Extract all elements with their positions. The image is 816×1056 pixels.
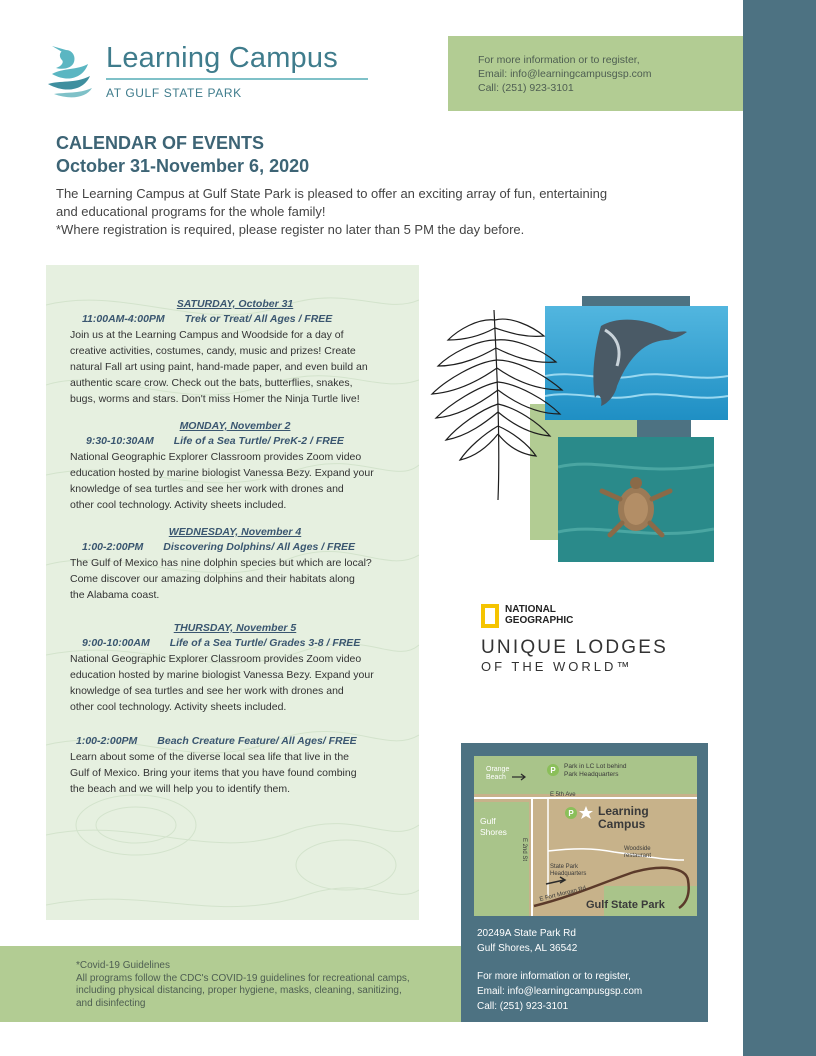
natgeo-tagline-sub: OF THE WORLD™ bbox=[481, 659, 633, 674]
natgeo-name-line: GEOGRAPHIC bbox=[505, 615, 574, 626]
map-label: Park in LC Lot behind bbox=[564, 763, 627, 770]
event-desc-line: other cool technology. Activity sheets included. bbox=[70, 499, 287, 511]
bottom-contact-block bbox=[477, 969, 642, 1014]
top-contact-email[interactable]: Email: info@learningcampusgsp.com bbox=[478, 68, 652, 80]
covid-line: including physical distancing, proper hygiene, masks, cleaning, sanitizing, bbox=[76, 985, 402, 996]
event-item bbox=[70, 525, 419, 603]
events-panel bbox=[46, 265, 419, 920]
page-title: CALENDAR OF EVENTS bbox=[56, 133, 265, 153]
event-item bbox=[70, 621, 419, 715]
event-desc-line: the Alabama coast. bbox=[70, 589, 160, 601]
logo-subtitle: AT GULF STATE PARK bbox=[106, 86, 242, 100]
event-time: 9:00-10:00AM bbox=[82, 637, 150, 649]
sea-turtle-photo bbox=[558, 437, 714, 562]
event-description bbox=[70, 651, 419, 715]
event-description bbox=[70, 327, 419, 407]
intro-line: The Learning Campus at Gulf State Park is pleased to offer an exciting array of fun, entertaining bbox=[56, 186, 608, 201]
intro-paragraph bbox=[56, 185, 736, 239]
event-desc-line: National Geographic Explorer Classroom provides Zoom video bbox=[70, 653, 362, 665]
event-header bbox=[70, 733, 419, 749]
contact-line: For more information or to register, bbox=[477, 971, 631, 982]
location-map[interactable] bbox=[474, 756, 697, 916]
map-label: Campus bbox=[598, 817, 646, 831]
event-desc-line: Gulf of Mexico. Bring your items that you have found combing bbox=[70, 767, 357, 779]
top-contact-phone[interactable]: Call: (251) 923-3101 bbox=[478, 82, 574, 94]
event-day: THURSDAY, November 5 bbox=[173, 622, 297, 634]
event-desc-line: natural Fall art using paint, hand-made paper, and even build an bbox=[70, 361, 368, 373]
event-header bbox=[70, 433, 419, 449]
map-p-icon: P bbox=[550, 766, 556, 775]
events-list bbox=[70, 297, 419, 809]
event-description bbox=[70, 749, 419, 797]
event-title: Life of a Sea Turtle/ PreK-2 / FREE bbox=[173, 435, 344, 447]
map-label: Beach bbox=[486, 774, 506, 781]
event-desc-line: The Gulf of Mexico has nine dolphin species but which are local? bbox=[70, 557, 372, 569]
map-label: Woodside bbox=[624, 846, 651, 852]
calendar-heading bbox=[56, 132, 309, 178]
event-title: Beach Creature Feature/ All Ages/ FREE bbox=[157, 735, 357, 747]
dolphin-photo bbox=[545, 306, 728, 420]
event-desc-line: knowledge of sea turtles and see her work with drones and bbox=[70, 483, 344, 495]
address-line: 20249A State Park Rd bbox=[477, 928, 576, 939]
fern-leaf-illustration bbox=[428, 300, 568, 505]
event-item bbox=[70, 733, 419, 797]
event-title: Trek or Treat/ All Ages / FREE bbox=[184, 313, 333, 325]
event-item bbox=[70, 297, 419, 407]
location-box bbox=[461, 743, 708, 1022]
event-desc-line: education hosted by marine biologist Vanessa Bezy. Expand your bbox=[70, 669, 374, 681]
map-label: Shores bbox=[480, 827, 507, 837]
map-label: restaurant bbox=[624, 853, 652, 859]
map-label: E 5th Ave bbox=[550, 792, 576, 798]
event-day: SATURDAY, October 31 bbox=[176, 298, 294, 310]
natgeo-name-line: NATIONAL bbox=[505, 604, 556, 615]
map-p-icon: P bbox=[568, 809, 574, 818]
event-title: Discovering Dolphins/ All Ages / FREE bbox=[163, 541, 356, 553]
event-day: WEDNESDAY, November 4 bbox=[168, 526, 302, 538]
event-title: Life of a Sea Turtle/ Grades 3-8 / FREE bbox=[169, 637, 361, 649]
covid-line: All programs follow the CDC's COVID-19 guidelines for recreational camps, bbox=[76, 972, 410, 984]
natgeo-frame-icon bbox=[481, 604, 499, 628]
learning-campus-logo bbox=[44, 42, 374, 108]
event-desc-line: education hosted by marine biologist Vanessa Bezy. Expand your bbox=[70, 467, 374, 479]
event-desc-line: creative activities, costumes, candy, music and prizes! Create bbox=[70, 345, 356, 357]
decor-square bbox=[637, 420, 691, 438]
event-desc-line: bugs, worms and stars. Don't miss Homer the Ninja Turtle live! bbox=[70, 393, 360, 405]
map-label: Gulf bbox=[480, 816, 496, 826]
natgeo-name bbox=[505, 604, 573, 626]
top-contact-box bbox=[448, 36, 743, 111]
natgeo-tagline: UNIQUE LODGES bbox=[481, 637, 668, 658]
address-line: Gulf Shores, AL 36542 bbox=[477, 943, 578, 954]
covid-line: and disinfecting bbox=[76, 997, 146, 1009]
covid-guidelines-box bbox=[0, 946, 461, 1022]
top-contact-line: For more information or to register, bbox=[478, 54, 640, 66]
date-range: October 31-November 6, 2020 bbox=[56, 156, 310, 176]
event-header bbox=[70, 635, 419, 651]
event-day: MONDAY, November 2 bbox=[179, 420, 291, 432]
map-label: E 2nd St bbox=[521, 838, 527, 862]
event-header bbox=[70, 311, 419, 327]
intro-note: *Where registration is required, please register no later than 5 PM the day before. bbox=[56, 222, 525, 237]
event-time: 9:30-10:30AM bbox=[86, 435, 154, 447]
map-label: Gulf State Park bbox=[586, 899, 665, 911]
event-desc-line: other cool technology. Activity sheets included. bbox=[70, 701, 287, 713]
event-time: 1:00-2:00PM bbox=[82, 541, 144, 553]
map-label: Orange bbox=[486, 766, 510, 773]
natgeo-unique-lodges-logo bbox=[481, 603, 691, 675]
logo-divider bbox=[106, 78, 368, 80]
covid-title: *Covid-19 Guidelines bbox=[76, 960, 170, 971]
map-label: Park Headquarters bbox=[564, 771, 619, 778]
logo-title: Learning Campus bbox=[106, 42, 338, 74]
event-description bbox=[70, 555, 419, 603]
event-time: 1:00-2:00PM bbox=[76, 735, 138, 747]
event-item bbox=[70, 419, 419, 513]
map-label: E Fort Morgan Rd bbox=[539, 885, 587, 903]
heron-logo-icon bbox=[44, 44, 100, 100]
map-label: Headquarters bbox=[550, 871, 587, 877]
event-desc-line: knowledge of sea turtles and see her work with drones and bbox=[70, 685, 344, 697]
contact-email[interactable]: Email: info@learningcampusgsp.com bbox=[477, 986, 643, 997]
intro-line: and educational programs for the whole family! bbox=[56, 204, 326, 219]
right-side-bar bbox=[743, 0, 816, 1056]
event-desc-line: National Geographic Explorer Classroom provides Zoom video bbox=[70, 451, 362, 463]
event-desc-line: Learn about some of the diverse local sea life that live in the bbox=[70, 751, 349, 763]
event-description bbox=[70, 449, 419, 513]
contact-phone[interactable]: Call: (251) 923-3101 bbox=[477, 1001, 569, 1012]
event-desc-line: the beach and we will help you to identify them. bbox=[70, 783, 291, 795]
event-header bbox=[70, 539, 419, 555]
address-block bbox=[477, 926, 577, 956]
event-desc-line: authentic scare crow. Check out the bats, butterflies, snakes, bbox=[70, 377, 353, 389]
event-desc-line: Come discover our amazing dolphins and their habitats along bbox=[70, 573, 355, 585]
event-time: 11:00AM-4:00PM bbox=[82, 313, 165, 325]
map-label: Learning bbox=[598, 804, 649, 818]
map-label: State Park bbox=[550, 864, 579, 870]
event-desc-line: Join us at the Learning Campus and Woodside for a day of bbox=[70, 329, 344, 341]
